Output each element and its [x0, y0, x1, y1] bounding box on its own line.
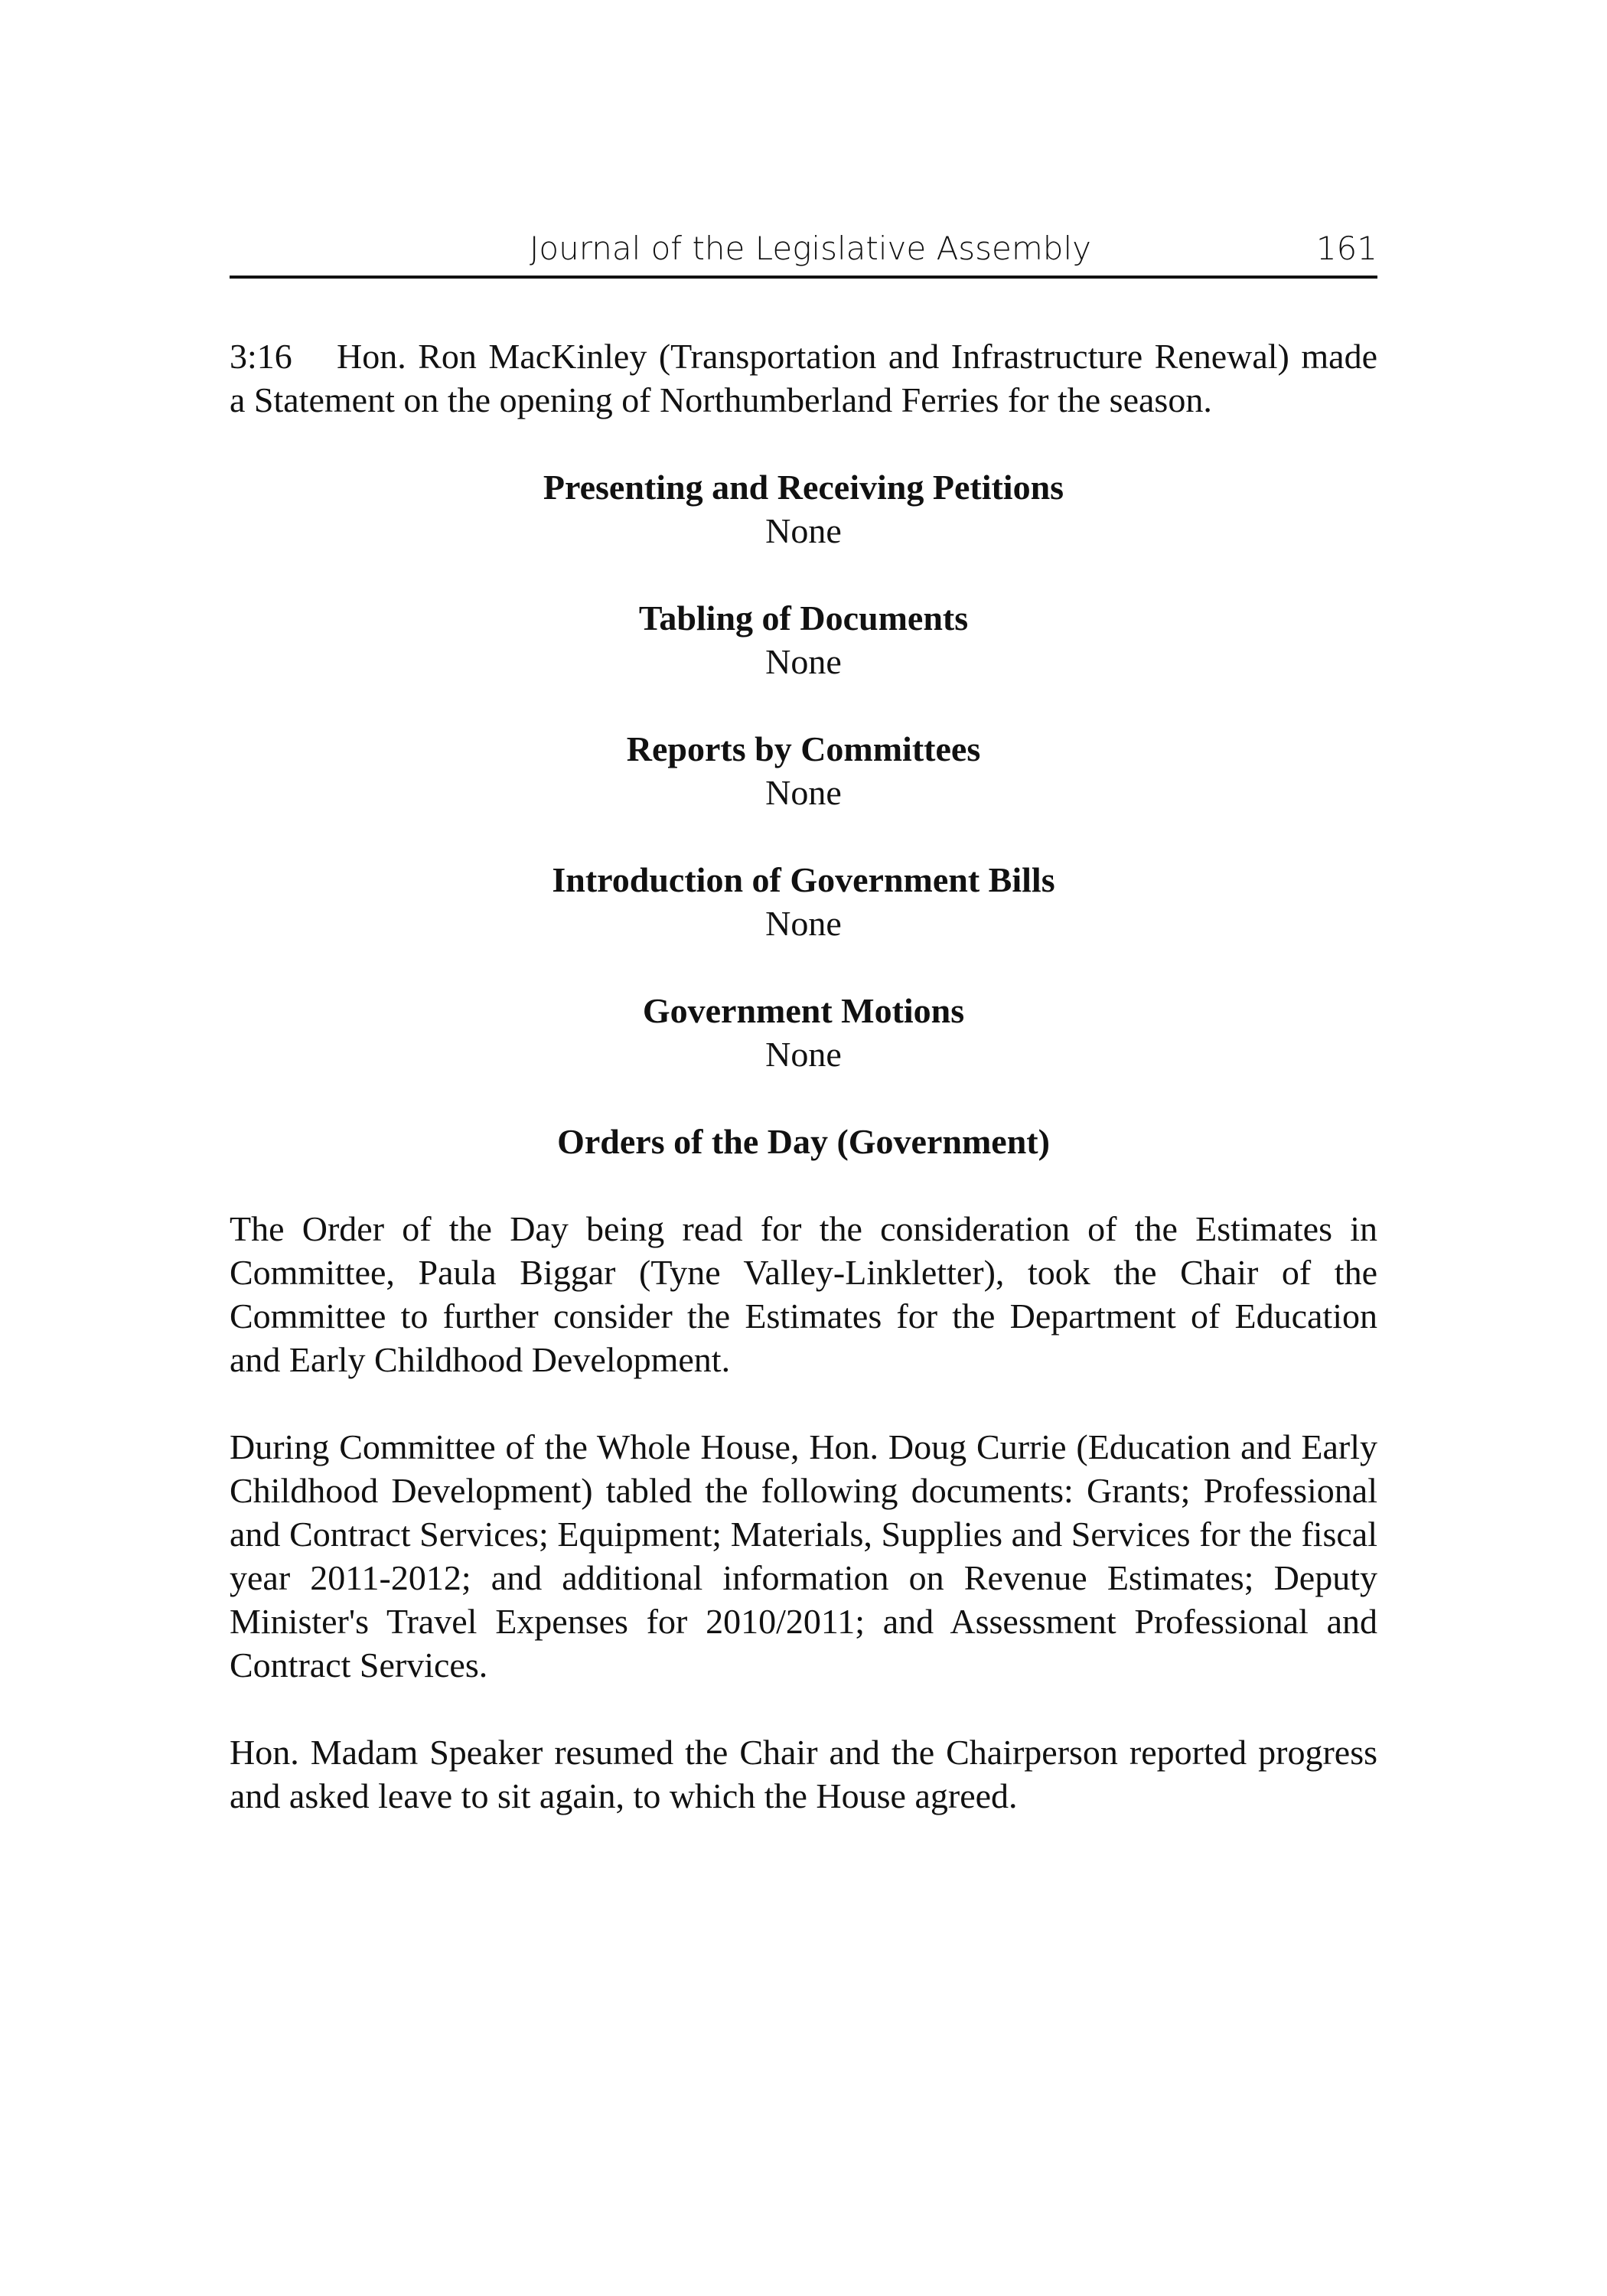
- statement-text: Hon. Ron MacKinley (Transportation and Infrastructure Renewal) made a Statement on the opening of Northumberland Ferries for the season.: [230, 337, 1377, 419]
- section-content: None: [765, 773, 842, 812]
- section-content: None: [765, 1035, 842, 1074]
- section-tabling-documents: [230, 596, 1377, 683]
- page-number: 161: [1315, 230, 1377, 267]
- statement-time: 3:16: [230, 337, 292, 376]
- section-government-bills: [230, 858, 1377, 945]
- section-heading: Tabling of Documents: [638, 598, 969, 638]
- journal-page: [230, 0, 1377, 2296]
- orders-paragraph: Hon. Madam Speaker resumed the Chair and the Chairperson reported progress and asked leave to sit again, to which the House agreed.: [230, 1733, 1377, 1815]
- section-committee-reports: [230, 727, 1377, 814]
- statement-entry: [230, 334, 1377, 422]
- section-heading: Reports by Committees: [626, 729, 981, 768]
- section-petitions: [230, 465, 1377, 553]
- page-body: [230, 334, 1377, 1861]
- section-heading: Government Motions: [642, 991, 965, 1030]
- section-heading: Presenting and Receiving Petitions: [543, 468, 1064, 507]
- orders-of-the-day-heading: Orders of the Day (Government): [557, 1122, 1050, 1161]
- orders-paragraph: During Committee of the Whole House, Hon. Doug Currie (Education and Early Childhood Development) tabled the following documents: Grants; Professional and Contract Services; Equipment; Materials, Supplies and Services for the fiscal year 2011-2012; and additional information on Revenue Estimates; Deputy Minister's Travel Expenses for 2010/2011; and Assessment Professional and Contract Services.: [230, 1427, 1377, 1684]
- section-government-motions: [230, 989, 1377, 1076]
- section-content: None: [765, 511, 842, 550]
- running-header: [230, 230, 1377, 279]
- section-heading: Introduction of Government Bills: [552, 860, 1055, 899]
- section-content: None: [765, 642, 842, 681]
- running-title: Journal of the Legislative Assembly: [530, 230, 1091, 267]
- section-content: None: [765, 904, 842, 943]
- orders-paragraph: The Order of the Day being read for the consideration of the Estimates in Committee, Paula Biggar (Tyne Valley-Linkletter), took the Chair of the Committee to further consider the Estimates for the Department of Education and Early Childhood Development.: [230, 1209, 1377, 1379]
